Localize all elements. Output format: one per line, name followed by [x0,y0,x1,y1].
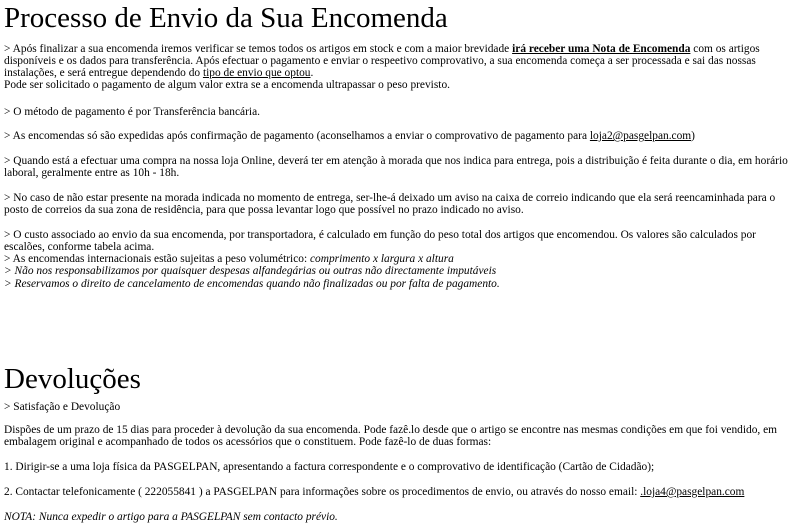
payment-email-link[interactable]: loja2@pasgelpan.com [589,130,692,142]
shipping-type-link[interactable]: tipo de envio que optou [202,67,311,79]
shipping-paragraph-delivery-address: > Quando está a efectuar uma compra na nossa loja Online, deverá ter em atenção à morada que nos indica para entrega, pois a distribuição é feita durante o dia, em horário laboral, geralmente entre as 10h - 18h. [4,155,788,179]
shipping-paragraph-absence: > No caso de não estar presente na morada indicada no momento de entrega, ser-lhe-á deixado um aviso na caixa de correio indicando que ela será reencaminhada para o posto de correios da sua zona de residência, para que possa levantar logo que possível no prazo indicado no aviso. [4,192,776,216]
returns-email-link[interactable]: .loja4@pasgelpan.com [640,486,745,498]
returns-title: Devoluções [4,363,141,395]
volumetric-formula: comprimento x largura x altura [309,253,454,265]
returns-option-store: 1. Dirigir-se a uma loja física da PASGELPAN, apresentando a factura correspondente e o comprovativo de identificação (Cartão de Cidadão); [4,461,655,473]
shipping-p1-text-c: . [310,67,314,79]
shipping-p1-extra-cost: Pode ser solicitado o pagamento de algum valor extra se a encomenda ultrapassar o peso previsto. [4,79,450,91]
order-note-link[interactable]: irá receber uma Nota de Encomenda [512,43,691,55]
shipping-paragraph-cancellation: > Reservamos o direito de cancelamento de encomendas quando não finalizadas ou por falta de pagamento. [4,278,500,290]
shipping-paragraph-customs: > Não nos responsabilizamos por quaisquer despesas alfandegárias ou outras não directamente imputáveis [4,265,497,277]
shipping-p3-text-a: > As encomendas só são expedidas após confirmação de pagamento (aconselhamos a enviar o comprovativo de pagamento para [4,130,590,142]
shipping-paragraph-cost: > O custo associado ao envio da sua encomenda, por transportadora, é calculado em função do peso total dos artigos que encomendou. Os valores são calculados por escalões, conforme tabela acima. [4,229,756,253]
returns-subtitle: > Satisfação e Devolução [4,401,121,413]
returns-option-phone [4,486,794,498]
shipping-p1-text-b: com os artigos disponíveis e os dados para transferência. Após efectuar o pagamento e enviar o respeetivo comprovativo, a sua encomenda começa a ser processada e sai das nossas instalações, e será entregue dependendo do [4,43,760,79]
shipping-paragraph-international [4,253,794,265]
returns-note: NOTA: Nunca expedir o artigo para a PASGELPAN sem contacto prévio. [4,511,338,523]
shipping-paragraph-order-process [4,43,794,91]
shipping-p1-text-a: > Após finalizar a sua encomenda iremos verificar se temos todos os artigos em stock e com a maior brevidade [4,43,513,55]
returns-opt2-text: 2. Contactar telefonicamente ( 222055841 ) a PASGELPAN para informações sobre os procedimentos de envio, ou através do nosso email: [4,486,641,498]
shipping-paragraph-payment-method: > O método de pagamento é por Transferência bancária. [4,106,260,118]
returns-paragraph-deadline: Dispões de um prazo de 15 dias para proceder à devolução da sua encomenda. Pode fazê.lo desde que o artigo se encontre nas mesmas condições em que foi vendido, em embalagem original e acompanhado de todos os acessórios que o constituem. Pode fazê-lo de duas formas: [4,424,778,448]
shipping-p7-text: > As encomendas internacionais estão sujeitas a peso volumétrico: [4,253,310,265]
shipping-paragraph-payment-confirmation [4,130,794,142]
shipping-title: Processo de Envio da Sua Encomenda [4,2,448,34]
shipping-p3-text-b: ) [691,130,695,142]
